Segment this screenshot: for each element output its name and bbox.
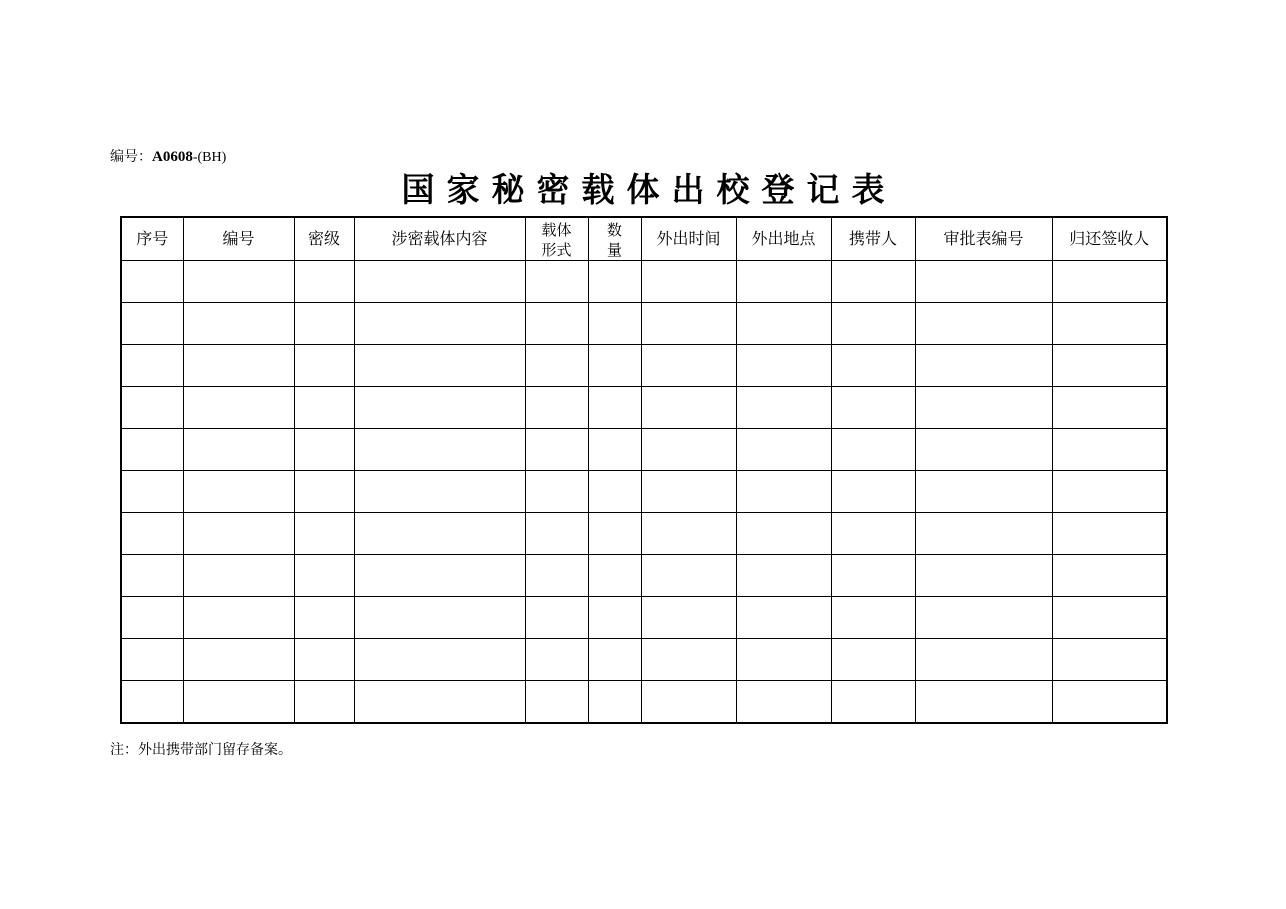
table-cell-level[interactable] bbox=[294, 639, 354, 681]
table-cell-approval-no[interactable] bbox=[915, 597, 1052, 639]
table-cell-approval-no[interactable] bbox=[915, 513, 1052, 555]
table-row bbox=[121, 555, 1167, 597]
column-header-carrier: 携带人 bbox=[831, 217, 915, 261]
table-cell-return-sign[interactable] bbox=[1052, 681, 1167, 723]
table-cell-form[interactable] bbox=[525, 597, 588, 639]
table-cell-qty[interactable] bbox=[588, 681, 641, 723]
table-cell-qty[interactable] bbox=[588, 597, 641, 639]
table-cell-form[interactable] bbox=[525, 387, 588, 429]
table-cell-out-time[interactable] bbox=[641, 429, 736, 471]
table-cell-out-time[interactable] bbox=[641, 597, 736, 639]
table-cell-seq[interactable] bbox=[121, 471, 183, 513]
table-row bbox=[121, 597, 1167, 639]
table-cell-out-place[interactable] bbox=[736, 345, 831, 387]
table-cell-carrier[interactable] bbox=[831, 597, 915, 639]
table-cell-content[interactable] bbox=[354, 639, 525, 681]
table-cell-seq[interactable] bbox=[121, 345, 183, 387]
table-cell-approval-no[interactable] bbox=[915, 471, 1052, 513]
column-header-approval-no: 审批表编号 bbox=[915, 217, 1052, 261]
document-code bbox=[110, 148, 226, 167]
table-cell-level[interactable] bbox=[294, 471, 354, 513]
table-row bbox=[121, 345, 1167, 387]
footnote: 注：外出携带部门留存备案。 bbox=[110, 742, 292, 758]
table-cell-return-sign[interactable] bbox=[1052, 597, 1167, 639]
table-cell-out-time[interactable] bbox=[641, 303, 736, 345]
table-cell-qty[interactable] bbox=[588, 639, 641, 681]
table-cell-approval-no[interactable] bbox=[915, 387, 1052, 429]
table-cell-qty[interactable] bbox=[588, 555, 641, 597]
table-header-row bbox=[121, 217, 1167, 261]
table-cell-content[interactable] bbox=[354, 387, 525, 429]
table-cell-content[interactable] bbox=[354, 303, 525, 345]
table-row bbox=[121, 471, 1167, 513]
table-cell-out-time[interactable] bbox=[641, 639, 736, 681]
table-row bbox=[121, 639, 1167, 681]
table-cell-form[interactable] bbox=[525, 345, 588, 387]
table-cell-out-place[interactable] bbox=[736, 471, 831, 513]
table-cell-return-sign[interactable] bbox=[1052, 513, 1167, 555]
table-cell-seq[interactable] bbox=[121, 513, 183, 555]
table-cell-carrier[interactable] bbox=[831, 345, 915, 387]
table-cell-qty[interactable] bbox=[588, 387, 641, 429]
table-cell-form[interactable] bbox=[525, 681, 588, 723]
table-cell-qty[interactable] bbox=[588, 261, 641, 303]
table-cell-carrier[interactable] bbox=[831, 555, 915, 597]
table-cell-out-place[interactable] bbox=[736, 303, 831, 345]
table-cell-carrier[interactable] bbox=[831, 513, 915, 555]
table-row bbox=[121, 429, 1167, 471]
table-cell-approval-no[interactable] bbox=[915, 303, 1052, 345]
table-cell-carrier[interactable] bbox=[831, 639, 915, 681]
table-cell-approval-no[interactable] bbox=[915, 681, 1052, 723]
table-cell-number[interactable] bbox=[183, 513, 294, 555]
table-cell-number[interactable] bbox=[183, 471, 294, 513]
table-row bbox=[121, 303, 1167, 345]
table-cell-level[interactable] bbox=[294, 345, 354, 387]
table-cell-return-sign[interactable] bbox=[1052, 345, 1167, 387]
document-code-label: 编号： bbox=[110, 149, 152, 165]
column-header-form-line1: 载体 bbox=[541, 221, 572, 239]
table-cell-return-sign[interactable] bbox=[1052, 471, 1167, 513]
table-cell-out-place[interactable] bbox=[736, 387, 831, 429]
table-cell-content[interactable] bbox=[354, 429, 525, 471]
table-cell-number[interactable] bbox=[183, 429, 294, 471]
table-cell-number[interactable] bbox=[183, 303, 294, 345]
table-cell-number[interactable] bbox=[183, 597, 294, 639]
table-cell-form[interactable] bbox=[525, 429, 588, 471]
table-cell-out-time[interactable] bbox=[641, 345, 736, 387]
table-cell-approval-no[interactable] bbox=[915, 261, 1052, 303]
table-cell-form[interactable] bbox=[525, 471, 588, 513]
table-cell-approval-no[interactable] bbox=[915, 345, 1052, 387]
column-header-form-line2: 形式 bbox=[541, 241, 572, 259]
column-header-out-time: 外出时间 bbox=[641, 217, 736, 261]
table-cell-qty[interactable] bbox=[588, 513, 641, 555]
table-cell-return-sign[interactable] bbox=[1052, 387, 1167, 429]
table-cell-out-time[interactable] bbox=[641, 261, 736, 303]
table-cell-out-place[interactable] bbox=[736, 429, 831, 471]
document-code-suffix: -(BH) bbox=[192, 150, 227, 165]
column-header-return-sign: 归还签收人 bbox=[1052, 217, 1167, 261]
column-header-level: 密级 bbox=[294, 217, 354, 261]
table-cell-seq[interactable] bbox=[121, 429, 183, 471]
document-code-value: A0608 bbox=[152, 149, 193, 165]
table-cell-qty[interactable] bbox=[588, 471, 641, 513]
register-table bbox=[120, 216, 1168, 724]
table-cell-content[interactable] bbox=[354, 681, 525, 723]
table-cell-return-sign[interactable] bbox=[1052, 261, 1167, 303]
table-cell-seq[interactable] bbox=[121, 303, 183, 345]
table-cell-level[interactable] bbox=[294, 387, 354, 429]
table-cell-level[interactable] bbox=[294, 513, 354, 555]
table-cell-content[interactable] bbox=[354, 471, 525, 513]
table-cell-out-time[interactable] bbox=[641, 387, 736, 429]
table-cell-number[interactable] bbox=[183, 345, 294, 387]
table-cell-number[interactable] bbox=[183, 387, 294, 429]
table-cell-level[interactable] bbox=[294, 429, 354, 471]
table-cell-qty[interactable] bbox=[588, 303, 641, 345]
table-cell-approval-no[interactable] bbox=[915, 429, 1052, 471]
table-cell-return-sign[interactable] bbox=[1052, 555, 1167, 597]
table-cell-number[interactable] bbox=[183, 639, 294, 681]
table-cell-out-place[interactable] bbox=[736, 261, 831, 303]
table-row bbox=[121, 261, 1167, 303]
table-cell-content[interactable] bbox=[354, 261, 525, 303]
table-cell-seq[interactable] bbox=[121, 387, 183, 429]
table-cell-seq[interactable] bbox=[121, 639, 183, 681]
table-cell-return-sign[interactable] bbox=[1052, 429, 1167, 471]
table-cell-carrier[interactable] bbox=[831, 681, 915, 723]
table-cell-number[interactable] bbox=[183, 681, 294, 723]
table-cell-seq[interactable] bbox=[121, 681, 183, 723]
table-cell-form[interactable] bbox=[525, 303, 588, 345]
table-cell-carrier[interactable] bbox=[831, 429, 915, 471]
table-cell-number[interactable] bbox=[183, 261, 294, 303]
table-cell-qty[interactable] bbox=[588, 429, 641, 471]
table-cell-level[interactable] bbox=[294, 261, 354, 303]
table-cell-level[interactable] bbox=[294, 555, 354, 597]
table-cell-seq[interactable] bbox=[121, 597, 183, 639]
table-cell-out-time[interactable] bbox=[641, 513, 736, 555]
column-header-content: 涉密载体内容 bbox=[354, 217, 525, 261]
table-cell-form[interactable] bbox=[525, 555, 588, 597]
table-cell-out-place[interactable] bbox=[736, 639, 831, 681]
table-cell-qty[interactable] bbox=[588, 345, 641, 387]
table-row bbox=[121, 681, 1167, 723]
table-cell-content[interactable] bbox=[354, 597, 525, 639]
table-cell-carrier[interactable] bbox=[831, 303, 915, 345]
column-header-out-place: 外出地点 bbox=[736, 217, 831, 261]
register-table-body bbox=[121, 261, 1167, 723]
table-cell-return-sign[interactable] bbox=[1052, 639, 1167, 681]
column-header-seq: 序号 bbox=[121, 217, 183, 261]
table-cell-seq[interactable] bbox=[121, 555, 183, 597]
table-cell-out-place[interactable] bbox=[736, 513, 831, 555]
table-cell-out-time[interactable] bbox=[641, 471, 736, 513]
table-cell-carrier[interactable] bbox=[831, 471, 915, 513]
table-cell-out-time[interactable] bbox=[641, 555, 736, 597]
table-cell-content[interactable] bbox=[354, 513, 525, 555]
table-cell-seq[interactable] bbox=[121, 261, 183, 303]
column-header-number: 编号 bbox=[183, 217, 294, 261]
table-cell-out-time[interactable] bbox=[641, 681, 736, 723]
table-cell-form[interactable] bbox=[525, 513, 588, 555]
table-cell-out-place[interactable] bbox=[736, 555, 831, 597]
table-cell-out-place[interactable] bbox=[736, 597, 831, 639]
table-cell-carrier[interactable] bbox=[831, 261, 915, 303]
page-title: 国家秘密载体出校登记表 bbox=[401, 170, 897, 209]
table-cell-level[interactable] bbox=[294, 303, 354, 345]
table-cell-level[interactable] bbox=[294, 597, 354, 639]
table-cell-form[interactable] bbox=[525, 639, 588, 681]
column-header-qty-line2: 量 bbox=[606, 241, 622, 259]
table-cell-out-place[interactable] bbox=[736, 681, 831, 723]
table-cell-level[interactable] bbox=[294, 681, 354, 723]
column-header-form bbox=[525, 217, 588, 261]
table-cell-content[interactable] bbox=[354, 345, 525, 387]
table-cell-content[interactable] bbox=[354, 555, 525, 597]
table-cell-return-sign[interactable] bbox=[1052, 303, 1167, 345]
table-cell-approval-no[interactable] bbox=[915, 639, 1052, 681]
table-cell-number[interactable] bbox=[183, 555, 294, 597]
table-cell-approval-no[interactable] bbox=[915, 555, 1052, 597]
table-cell-form[interactable] bbox=[525, 261, 588, 303]
table-cell-carrier[interactable] bbox=[831, 387, 915, 429]
column-header-qty-line1: 数 bbox=[606, 221, 622, 239]
table-row bbox=[121, 513, 1167, 555]
column-header-qty bbox=[588, 217, 641, 261]
table-row bbox=[121, 387, 1167, 429]
